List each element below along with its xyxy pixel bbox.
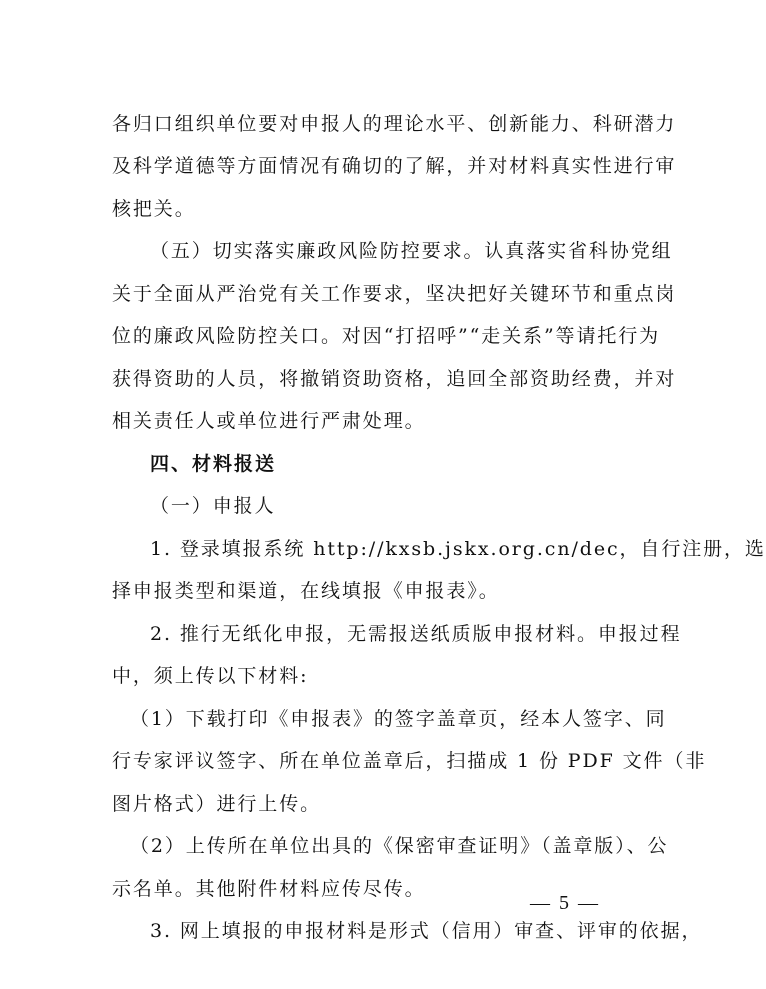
body-line-2: 及科学道德等方面情况有确切的了解，并对材料真实性进行审 — [112, 155, 677, 177]
page-number: — 5 — — [530, 892, 600, 914]
subitem-1-line-3: 图片格式）进行上传。 — [112, 793, 322, 815]
body-line-5: 关于全面从严治党有关工作要求，坚决把好关键环节和重点岗 — [112, 283, 677, 305]
body-line-1: 各归口组织单位要对申报人的理论水平、创新能力、科研潜力 — [112, 113, 677, 135]
item-2-line-2: 中，须上传以下材料: — [112, 665, 309, 687]
item-3-line-1: 3. 网上填报的申报材料是形式（信用）审查、评审的依据， — [150, 920, 703, 942]
subitem-1-line-1: （1）下载打印《申报表》的签字盖章页，经本人签字、同 — [130, 708, 667, 730]
item-1-line-2: 择申报类型和渠道，在线填报《申报表》。 — [112, 580, 500, 602]
item-2-line-1: 2. 推行无纸化申报，无需报送纸质版申报材料。申报过程 — [150, 623, 682, 645]
section-four-heading: 四、材料报送 — [150, 453, 277, 475]
subitem-2-line-1: （2）上传所在单位出具的《保密审查证明》（盖章版）、公 — [130, 835, 669, 857]
subitem-1-line-2: 行专家评议签字、所在单位盖章后，扫描成 1 份 PDF 文件（非 — [112, 750, 707, 772]
body-line-8: 相关责任人或单位进行严肃处理。 — [112, 410, 426, 432]
subsection-applicant-heading: （一）申报人 — [150, 495, 276, 517]
body-line-6: 位的廉政风险防控关口。对因“打招呼”“走关系”等请托行为 — [112, 325, 661, 347]
item-1-line-1: 1. 登录填报系统 http://kxsb.jskx.org.cn/dec，自行注册，选 — [150, 538, 766, 560]
body-line-7: 获得资助的人员，将撤销资助资格，追回全部资助经费，并对 — [112, 368, 677, 390]
section-five-heading-line: （五）切实落实廉政风险防控要求。认真落实省科协党组 — [150, 240, 673, 262]
subitem-2-line-2: 示名单。其他附件材料应传尽传。 — [112, 878, 426, 900]
body-line-3: 核把关。 — [112, 198, 196, 220]
